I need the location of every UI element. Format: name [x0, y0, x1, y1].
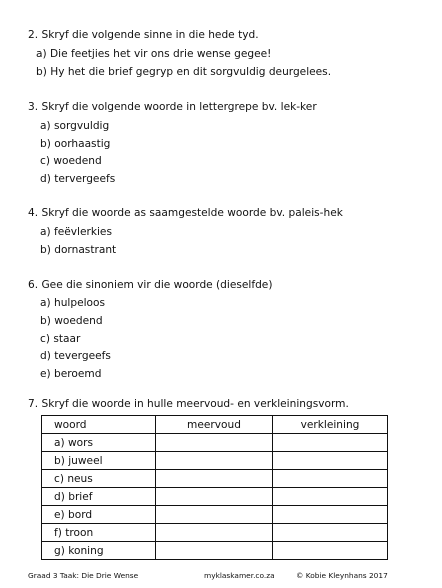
question-3-item: a) sorgvuldig: [40, 120, 110, 132]
question-6-item: c) staar: [40, 333, 81, 345]
question-2-heading: 2. Skryf die volgende sinne in die hede tyd.: [28, 29, 259, 41]
table-row: [42, 434, 388, 452]
diminutive-answer-cell[interactable]: [273, 524, 388, 542]
question-4-item: a) feëvlerkies: [40, 226, 112, 238]
footer-left-text: Graad 3 Taak: Die Drie Wense: [28, 571, 139, 580]
word-cell: e) bord: [42, 506, 156, 524]
table-row: [42, 470, 388, 488]
word-cell: b) juweel: [42, 452, 156, 470]
table-header-row: [42, 416, 388, 434]
table-row: [42, 452, 388, 470]
footer-copyright: © Kobie Kleynhans 2017: [296, 571, 388, 580]
diminutive-answer-cell[interactable]: [273, 488, 388, 506]
plural-answer-cell[interactable]: [156, 452, 273, 470]
question-3-heading: 3. Skryf die volgende woorde in lettergrepe bv. lek-ker: [28, 101, 317, 113]
question-6-item: b) woedend: [40, 315, 103, 327]
question-4-item: b) dornastrant: [40, 244, 117, 256]
word-cell: c) neus: [42, 470, 156, 488]
question-6-item: e) beroemd: [40, 368, 102, 380]
question-6-item: a) hulpeloos: [40, 297, 106, 309]
question-3-item: b) oorhaastig: [40, 138, 111, 150]
question-3-item: c) woedend: [40, 155, 102, 167]
word-cell: a) wors: [42, 434, 156, 452]
diminutive-answer-cell[interactable]: [273, 470, 388, 488]
column-header-plural: meervoud: [156, 416, 273, 434]
plural-answer-cell[interactable]: [156, 506, 273, 524]
table-row: [42, 524, 388, 542]
plural-answer-cell[interactable]: [156, 542, 273, 560]
diminutive-answer-cell[interactable]: [273, 542, 388, 560]
plural-answer-cell[interactable]: [156, 470, 273, 488]
word-cell: g) koning: [42, 542, 156, 560]
diminutive-answer-cell[interactable]: [273, 506, 388, 524]
diminutive-answer-cell[interactable]: [273, 434, 388, 452]
table-row: [42, 506, 388, 524]
question-6-item: d) tevergeefs: [40, 350, 111, 362]
question-6-heading: 6. Gee die sinoniem vir die woorde (dieselfde): [28, 279, 273, 291]
question-7-heading: 7. Skryf die woorde in hulle meervoud- en verkleiningsvorm.: [28, 398, 349, 410]
plural-answer-cell[interactable]: [156, 434, 273, 452]
plural-answer-cell[interactable]: [156, 488, 273, 506]
question-2-item: b) Hy het die brief gegryp en dit sorgvuldig deurgelees.: [36, 66, 332, 78]
question-2-item: a) Die feetjies het vir ons drie wense gegee!: [36, 48, 272, 60]
question-3-item: d) tervergeefs: [40, 173, 116, 185]
table-row: [42, 542, 388, 560]
word-cell: f) troon: [42, 524, 156, 542]
question-4-heading: 4. Skryf die woorde as saamgestelde woorde bv. paleis-hek: [28, 207, 343, 219]
column-header-word: woord: [42, 416, 156, 434]
word-cell: d) brief: [42, 488, 156, 506]
plural-answer-cell[interactable]: [156, 524, 273, 542]
table-row: [42, 488, 388, 506]
diminutive-answer-cell[interactable]: [273, 452, 388, 470]
word-forms-table: [41, 415, 388, 560]
footer-website: myklaskamer.co.za: [204, 571, 275, 580]
column-header-diminutive: verkleining: [273, 416, 388, 434]
